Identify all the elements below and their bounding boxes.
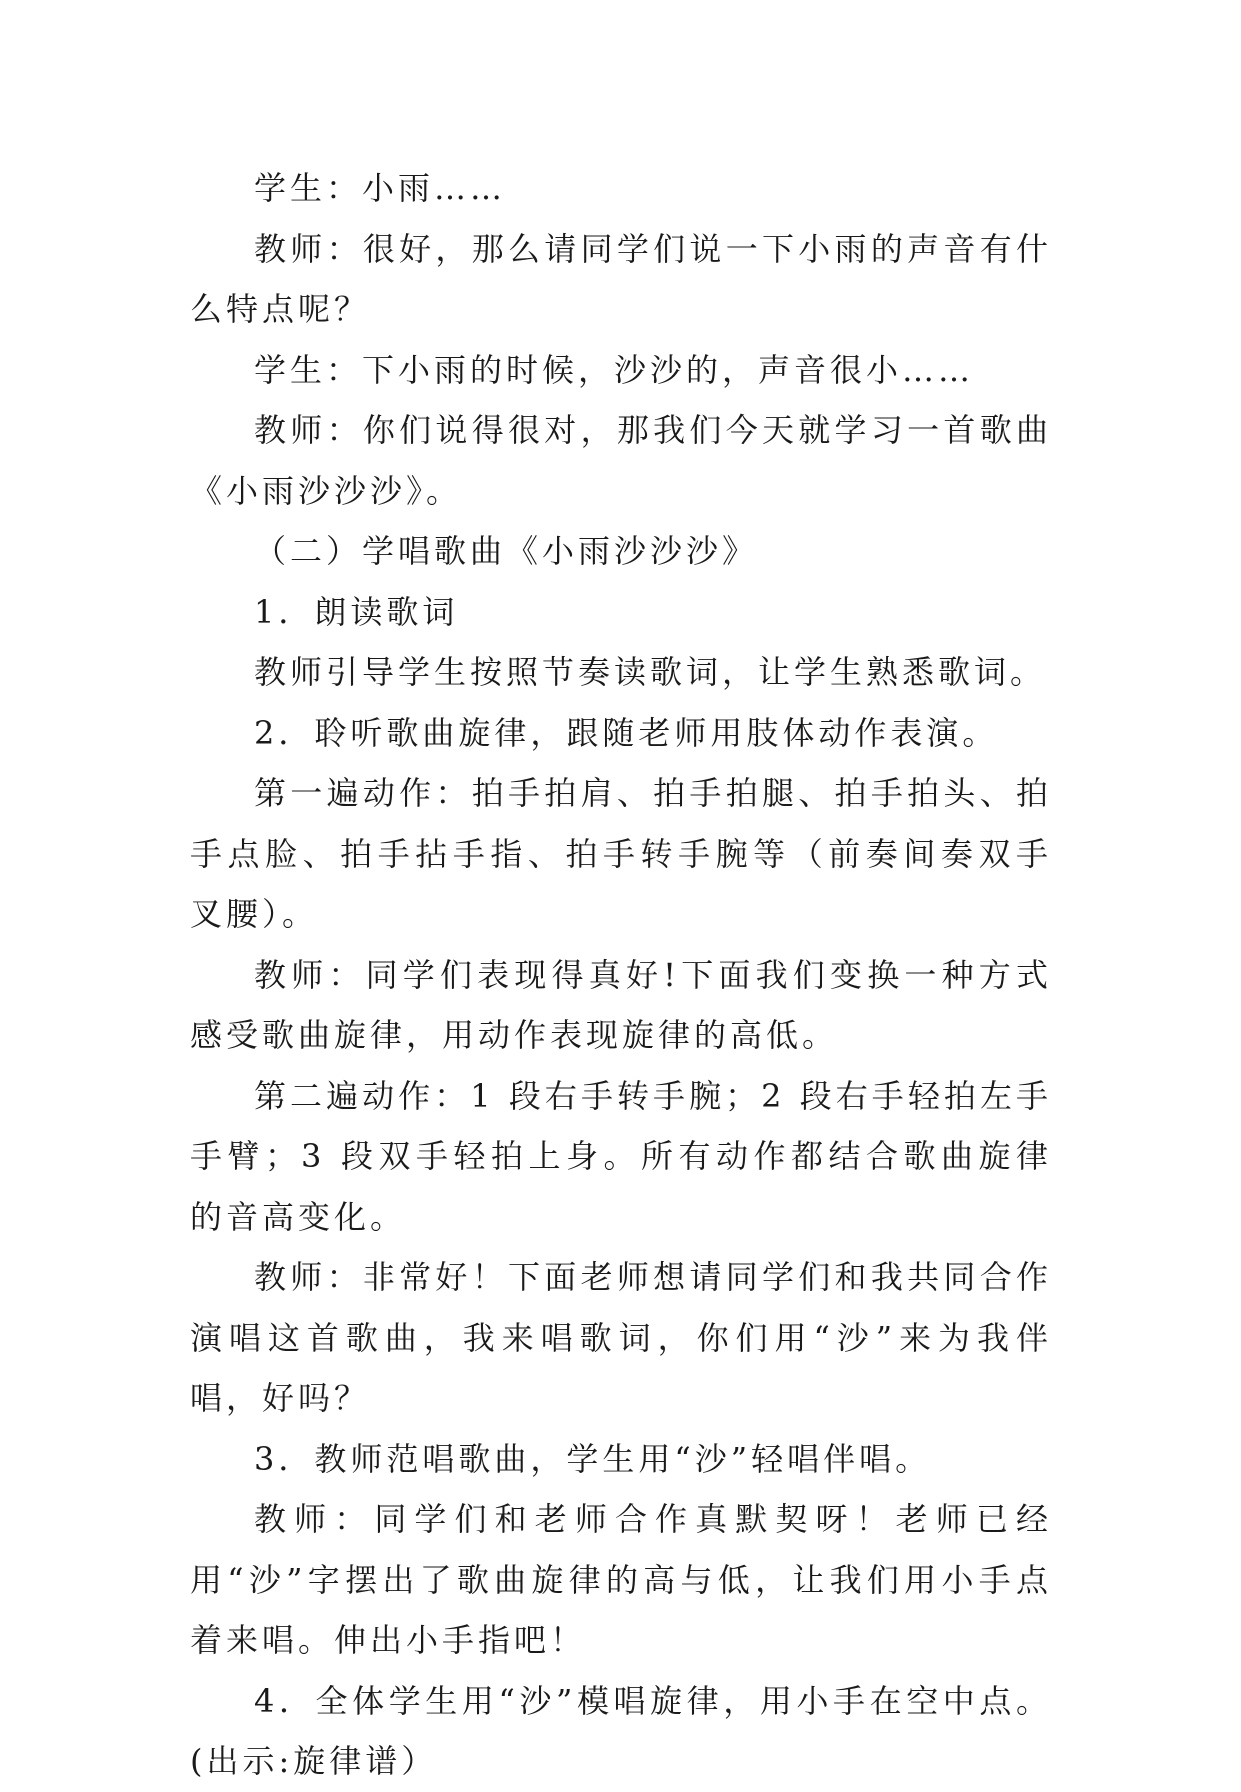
paragraph: 教师：同学们表现得真好!下面我们变换一种方式感受歌曲旋律，用动作表现旋律的高低。 — [190, 955, 1052, 1054]
section-heading: （二）学唱歌曲《小雨沙沙沙》 — [254, 532, 759, 570]
paragraph: 第二遍动作：1 段右手转手腕；2 段右手轻拍左手手臂；3 段双手轻拍上身。所有动作都结合歌曲旋律的音高变化。 — [190, 1076, 1052, 1236]
paragraph: 学生：小雨…… — [254, 169, 507, 207]
step-heading: 3．教师范唱歌曲，学生用“沙”轻唱伴唱。 — [254, 1439, 932, 1478]
paragraph: 教师：非常好！下面老师想请同学们和我共同合作演唱这首歌曲，我来唱歌词，你们用“沙”来为我伴唱，好吗？ — [190, 1258, 1052, 1417]
paragraph: 学生：下小雨的时候，沙沙的，声音很小…… — [254, 350, 975, 389]
step-heading: 4．全体学生用“沙”模唱旋律，用小手在空中点。(出示:旋律谱） — [190, 1681, 1052, 1780]
paragraph: 教师引导学生按照节奏读歌词，让学生熟悉歌词。 — [254, 653, 1047, 691]
step-heading: 1．朗读歌词 — [254, 592, 459, 631]
step-heading: 2．聆听歌曲旋律，跟随老师用肢体动作表演。 — [254, 713, 999, 752]
paragraph: 教师：同学们和老师合作真默契呀！老师已经用“沙”字摆出了歌曲旋律的高与低，让我们用小手点着来唱。伸出小手指吧！ — [190, 1500, 1052, 1659]
paragraph: 第一遍动作：拍手拍肩、拍手拍腿、拍手拍头、拍手点脸、拍手拈手指、拍手转手腕等（前奏间奏双手叉腰）。 — [190, 774, 1052, 933]
paragraph: 教师：你们说得很对，那我们今天就学习一首歌曲《小雨沙沙沙》。 — [190, 411, 1052, 510]
document-body — [190, 158, 1052, 1792]
paragraph: 教师：很好，那么请同学们说一下小雨的声音有什么特点呢？ — [190, 229, 1052, 328]
